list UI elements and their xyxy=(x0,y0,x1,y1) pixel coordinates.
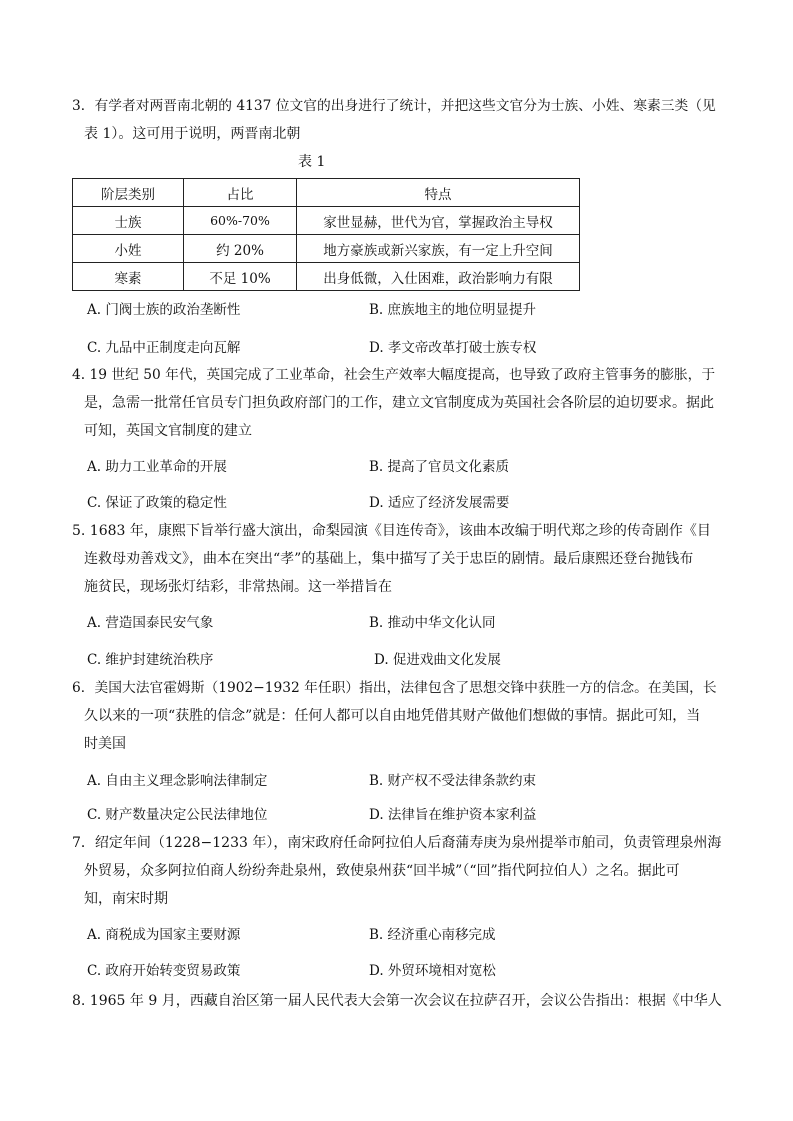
q5-stem-line-1: 5. 1683 年，康熙下旨举行盛大演出，命梨园演《目连传奇》，该曲本改编于明代郑之珍的传奇剧作《目 xyxy=(72,523,711,539)
q5-stem-line-2: 连救母劝善戏文》，曲本在突出“孝”的基础上，集中描写了关于忠臣的剧情。最后康熙还登台抛钱布 xyxy=(84,551,694,567)
q4-stem-line-3: 可知，英国文官制度的建立 xyxy=(84,423,252,439)
table-cell: 出身低微，入仕困难，政治影响力有限 xyxy=(297,263,580,291)
table-cell: 地方豪族或新兴家族，有一定上升空间 xyxy=(297,235,580,263)
q4-option-a[interactable]: A. 助力工业革命的开展 xyxy=(87,459,227,475)
q4-stem-line-2: 是，急需一批常任官员专门担负政府部门的工作，建立文官制度成为英国社会各阶层的迫切要求。据此 xyxy=(84,395,714,411)
q4-option-d[interactable]: D. 适应了经济发展需要 xyxy=(369,495,510,511)
q4-stem-line-1: 4. 19 世纪 50 年代，英国完成了工业革命，社会生产效率大幅度提高，也导致了政府主管事务的膨胀，于 xyxy=(72,367,716,383)
q5-stem-line-3: 施贫民，现场张灯结彩，非常热闹。这一举措旨在 xyxy=(84,579,392,595)
table-cell: 小姓 xyxy=(73,235,184,263)
class-statistics-table xyxy=(72,178,580,291)
q4-option-b[interactable]: B. 提高了官员文化素质 xyxy=(369,459,510,475)
q6-option-d[interactable]: D. 法律旨在维护资本家利益 xyxy=(369,807,537,823)
q7-option-b[interactable]: B. 经济重心南移完成 xyxy=(369,927,496,943)
table-caption: 表 1 xyxy=(298,154,326,170)
q7-option-a[interactable]: A. 商税成为国家主要财源 xyxy=(87,927,241,943)
table-row xyxy=(73,263,580,291)
q6-stem-line-3: 时美国 xyxy=(84,736,126,752)
q6-stem-line-2: 久以来的一项“获胜的信念”就是：任何人都可以自由地凭借其财产做他们想做的事情。据此可知，当 xyxy=(84,708,701,724)
table-cell: 不足 10% xyxy=(184,263,297,291)
q5-option-a[interactable]: A. 营造国泰民安气象 xyxy=(87,615,214,631)
q3-stem-line-2: 表 1）。这可用于说明，两晋南北朝 xyxy=(84,126,301,142)
q5-option-c[interactable]: C. 维护封建统治秩序 xyxy=(87,652,214,668)
q3-stem-line-1: 3．有学者对两晋南北朝的 4137 位文官的出身进行了统计，并把这些文官分为士族、小姓、寒素三类（见 xyxy=(72,98,716,114)
q7-stem-line-1: 7．绍定年间（1228−1233 年），南宋政府任命阿拉伯人后裔蒲寿庚为泉州提举市舶司，负责管理泉州海 xyxy=(72,835,722,851)
table-cell: 约 20% xyxy=(184,235,297,263)
q7-option-d[interactable]: D. 外贸环境相对宽松 xyxy=(369,963,496,979)
table-header-row xyxy=(73,179,580,207)
q6-option-a[interactable]: A. 自由主义理念影响法律制定 xyxy=(87,773,268,789)
table-row xyxy=(73,207,580,235)
table-cell: 寒素 xyxy=(73,263,184,291)
table-row xyxy=(73,235,580,263)
table-cell: 士族 xyxy=(73,207,184,235)
q3-option-d[interactable]: D. 孝文帝改革打破士族专权 xyxy=(369,340,537,356)
q3-option-a[interactable]: A. 门阀士族的政治垄断性 xyxy=(87,302,241,318)
table-header-cell: 占比 xyxy=(184,179,297,207)
table-cell: 家世显赫，世代为官，掌握政治主导权 xyxy=(297,207,580,235)
q5-option-d[interactable]: D. 促进戏曲文化发展 xyxy=(374,652,501,668)
table-header-cell: 特点 xyxy=(297,179,580,207)
table-cell: 60%-70% xyxy=(184,207,297,235)
q6-option-b[interactable]: B. 财产权不受法律条款约束 xyxy=(369,773,537,789)
q6-stem-line-1: 6．美国大法官霍姆斯（1902−1932 年任职）指出，法律包含了思想交锋中获胜一方的信念。在美国，长 xyxy=(72,680,717,696)
q3-option-c[interactable]: C. 九品中正制度走向瓦解 xyxy=(87,340,241,356)
q6-option-c[interactable]: C. 财产数量决定公民法律地位 xyxy=(87,807,268,823)
q5-option-b[interactable]: B. 推动中华文化认同 xyxy=(369,615,496,631)
q4-option-c[interactable]: C. 保证了政策的稳定性 xyxy=(87,495,227,511)
table-header-cell: 阶层类别 xyxy=(73,179,184,207)
q7-stem-line-2: 外贸易，众多阿拉伯商人纷纷奔赴泉州，致使泉州获“回半城”（“回”指代阿拉伯人）之名。据此可 xyxy=(84,863,680,879)
q8-stem-line-1: 8. 1965 年 9 月，西藏自治区第一届人民代表大会第一次会议在拉萨召开，会议公告指出：根据《中华人 xyxy=(72,993,722,1009)
q7-stem-line-3: 知，南宋时期 xyxy=(84,891,168,907)
q7-option-c[interactable]: C. 政府开始转变贸易政策 xyxy=(87,963,241,979)
q3-option-b[interactable]: B. 庶族地主的地位明显提升 xyxy=(369,302,537,318)
